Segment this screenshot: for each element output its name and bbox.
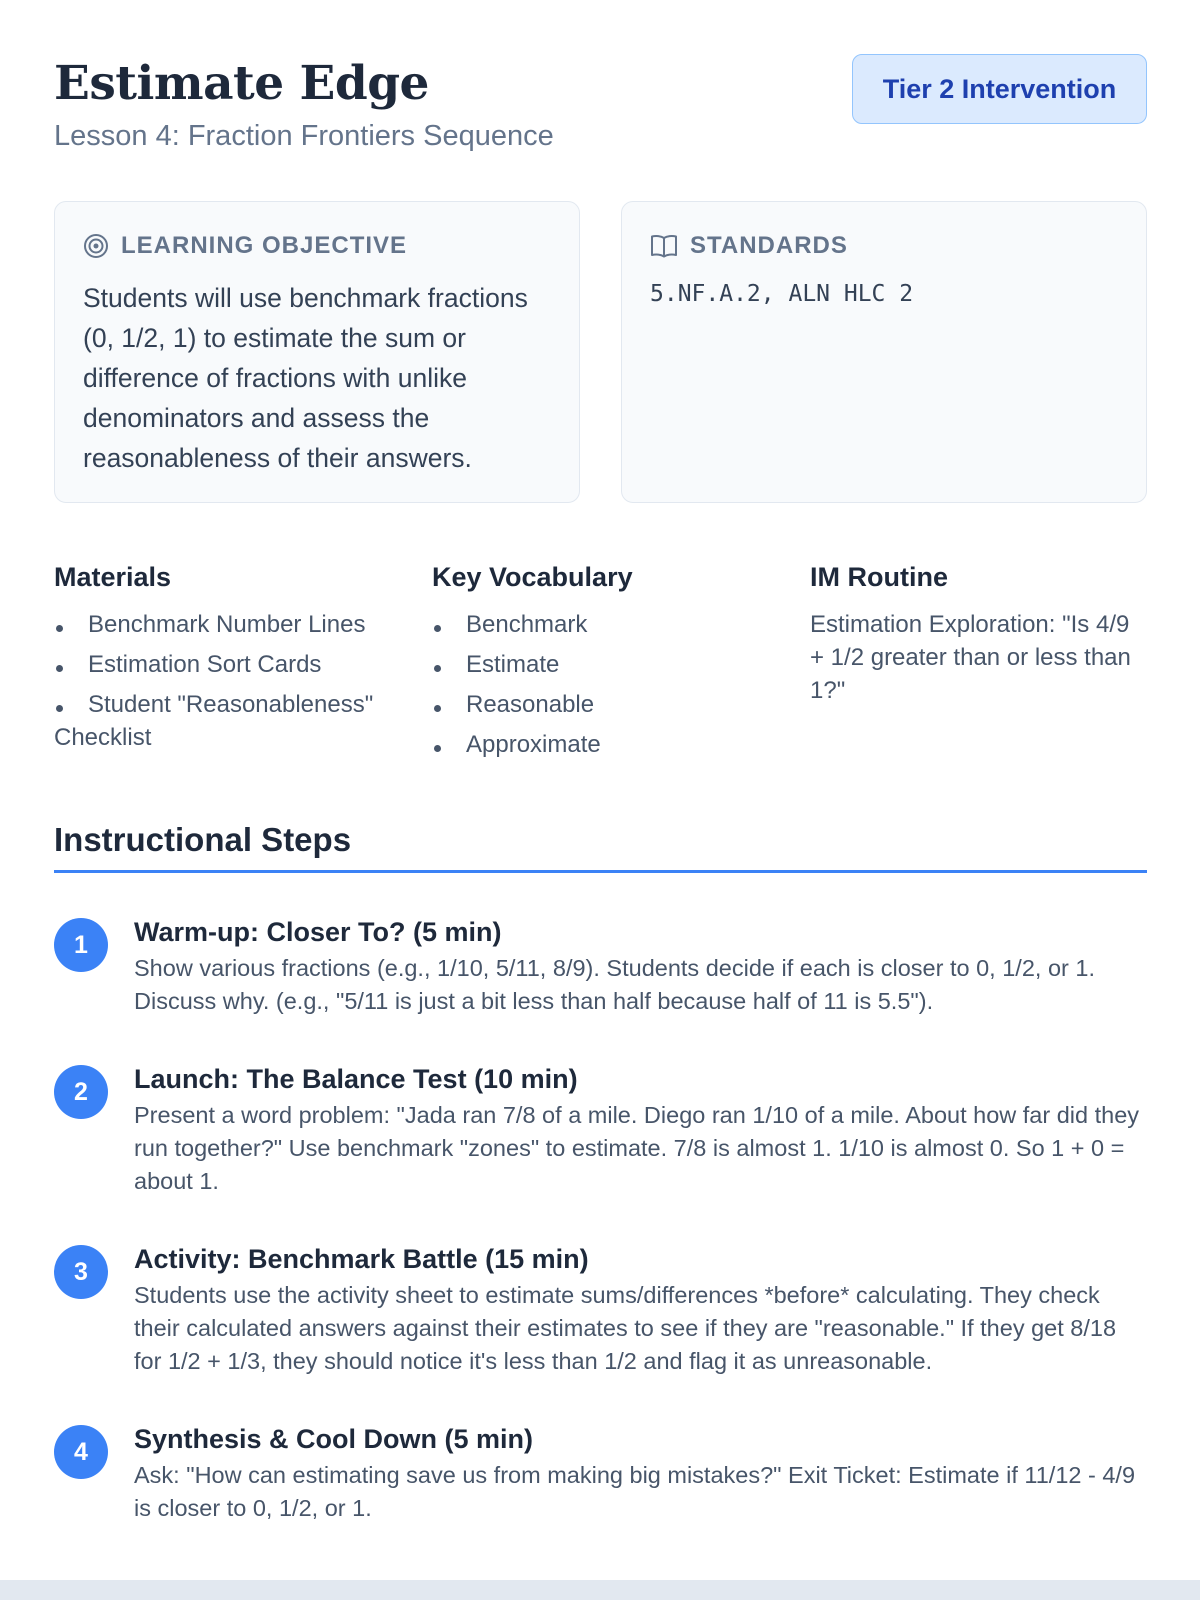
lesson-plan — [54, 0, 1147, 1521]
standards-header — [650, 232, 848, 260]
step-title: Synthesis & Cool Down (5 min) — [134, 1424, 534, 1454]
step-description: Ask: "How can estimating save us from making big mistakes?" Exit Ticket: Estimate if 11/12 - 4/9 is closer to 0, 1/2, or 1. — [134, 1462, 1136, 1521]
standards-text: 5.NF.A.2, ALN HLC 2 — [650, 281, 914, 307]
vocabulary-heading: Key Vocabulary — [432, 562, 633, 592]
routine-heading: IM Routine — [810, 562, 948, 592]
learning-objective-label: LEARNING OBJECTIVE — [121, 232, 408, 259]
list-item: Reasonable — [466, 691, 595, 718]
step-description: Students use the activity sheet to estimate sums/differences *before* calculating. They check their calculated answers against their estimates to see if they are "reasonable." If they get 8/18 for 1/2 + 1/3, they should notice it's less than 1/2 and flag it as unreasonable. — [134, 1282, 1117, 1374]
vocabulary-list — [432, 608, 772, 761]
step-number-badge: 1 — [54, 918, 108, 972]
step-number-badge: 2 — [54, 1065, 108, 1119]
resources-section — [54, 560, 1147, 780]
steps-divider — [54, 870, 1147, 873]
step-number-badge: 4 — [54, 1425, 108, 1479]
standards-card — [621, 201, 1147, 503]
step-number-badge: 3 — [54, 1245, 108, 1299]
page-bottom-edge — [0, 1580, 1200, 1600]
step-title: Launch: The Balance Test (10 min) — [134, 1064, 578, 1094]
learning-objective-header — [83, 232, 407, 260]
step-description: Present a word problem: "Jada ran 7/8 of a mile. Diego ran 1/10 of a mile. About how far did they run together?" Use benchmark "zones" to estimate. 7/8 is almost 1. 1/10 is almost 0. So 1 + 0 = about 1. — [134, 1102, 1140, 1194]
list-item: Student "Reasonableness" Checklist — [54, 691, 374, 751]
step-title: Activity: Benchmark Battle (15 min) — [134, 1244, 589, 1274]
steps-heading: Instructional Steps — [54, 821, 352, 858]
tier-badge: Tier 2 Intervention — [852, 54, 1147, 124]
materials-column — [54, 560, 394, 761]
step-title: Warm-up: Closer To? (5 min) — [134, 917, 502, 947]
materials-heading: Materials — [54, 562, 172, 592]
list-item: Benchmark — [466, 611, 588, 638]
page-subtitle: Lesson 4: Fraction Frontiers Sequence — [54, 120, 554, 152]
learning-objective-card — [54, 201, 580, 503]
routine-text: Estimation Exploration: "Is 4/9 + 1/2 greater than or less than 1?" — [810, 611, 1131, 704]
list-item: Approximate — [466, 731, 601, 758]
list-item: Benchmark Number Lines — [88, 611, 366, 638]
standards-label: STANDARDS — [690, 232, 848, 259]
header — [54, 0, 1147, 200]
page-title: Estimate Edge — [54, 56, 429, 111]
list-item: Estimate — [466, 651, 560, 678]
materials-list — [54, 608, 394, 754]
learning-objective-text: Students will use benchmark fractions (0, 1/2, 1) to estimate the sum or difference of fractions with unlike denominators and assess the reasonableness of their answers. — [83, 283, 528, 473]
summary-cards — [54, 201, 1147, 503]
routine-column — [810, 560, 1150, 707]
step-description: Show various fractions (e.g., 1/10, 5/11, 8/9). Students decide if each is closer to 0, 1/2, or 1. Discuss why. (e.g., "5/11 is just a bit less than half because half of 11 is 5.5"). — [134, 955, 1095, 1014]
target-icon — [83, 233, 109, 259]
list-item: Estimation Sort Cards — [88, 651, 322, 678]
book-icon — [650, 233, 678, 259]
vocabulary-column — [432, 560, 772, 768]
